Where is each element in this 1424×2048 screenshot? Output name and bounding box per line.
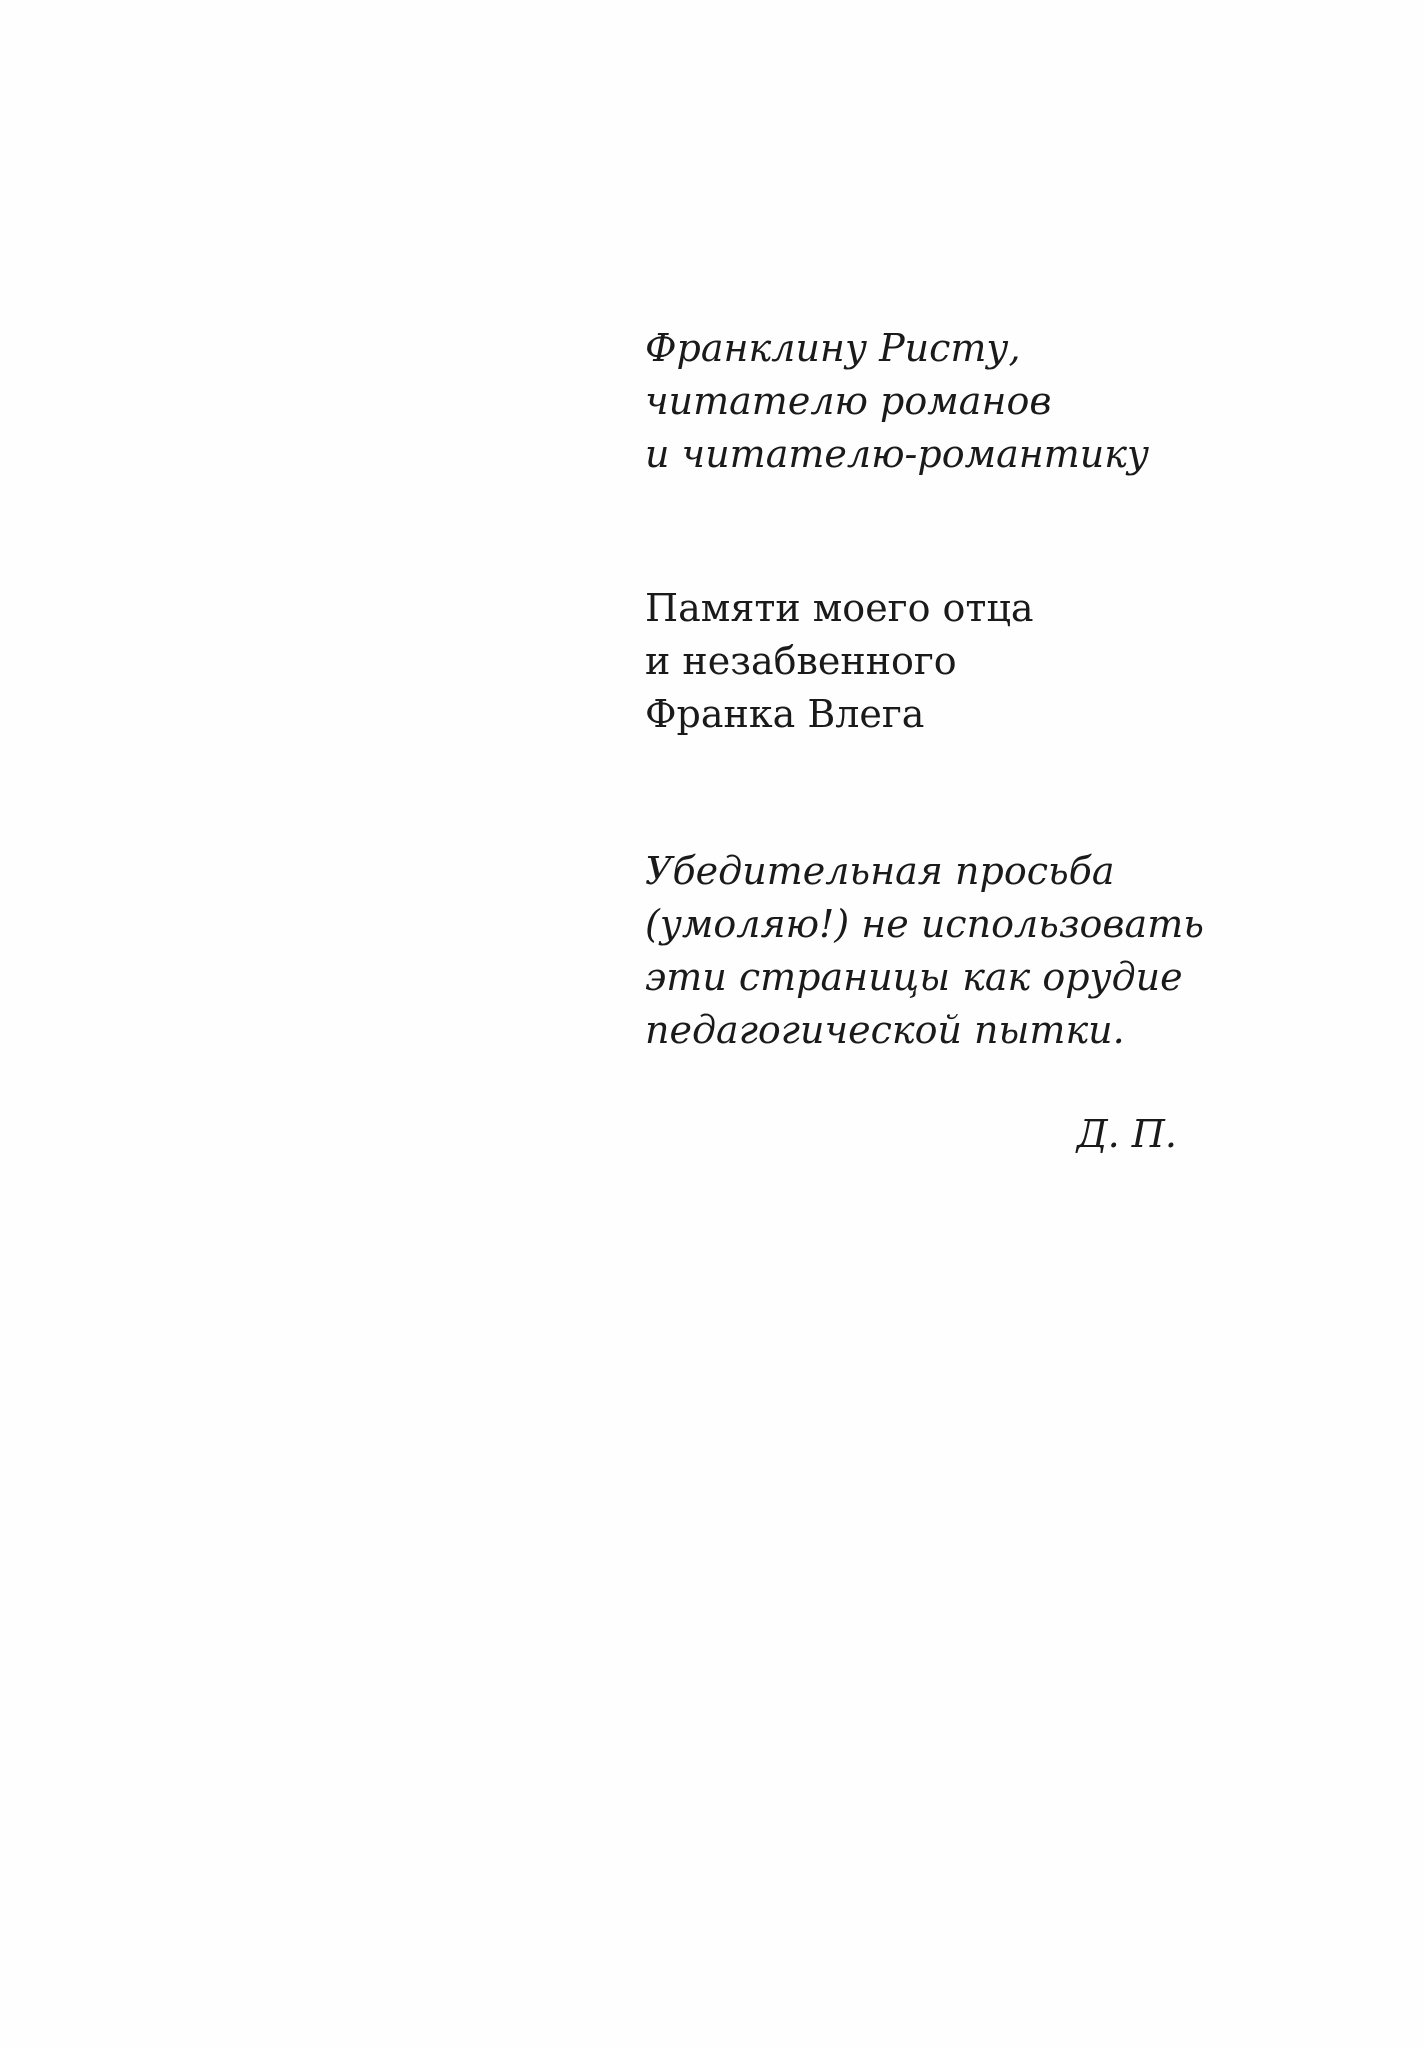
memory-line: Памяти моего отца bbox=[645, 586, 1034, 630]
author-request bbox=[645, 845, 1204, 1057]
request-line: педагогической пытки. bbox=[645, 1008, 1125, 1052]
dedication-to-franklin-rist bbox=[645, 322, 1185, 481]
request-line: эти страницы как орудие bbox=[645, 955, 1183, 999]
request-line: (умоляю!) не использовать bbox=[645, 902, 1204, 946]
memory-line: и незабвенного bbox=[645, 639, 957, 683]
dedication-line: Франклину Ристу, bbox=[645, 326, 1021, 370]
request-line: Убедительная просьба bbox=[645, 849, 1115, 893]
dedication-line: читателю романов bbox=[645, 379, 1052, 423]
dedication-line: и читателю-романтику bbox=[645, 432, 1150, 476]
dedication-in-memory bbox=[645, 582, 1185, 741]
author-initials: Д. П. bbox=[1076, 1112, 1177, 1156]
memory-line: Франка Влега bbox=[645, 692, 925, 736]
